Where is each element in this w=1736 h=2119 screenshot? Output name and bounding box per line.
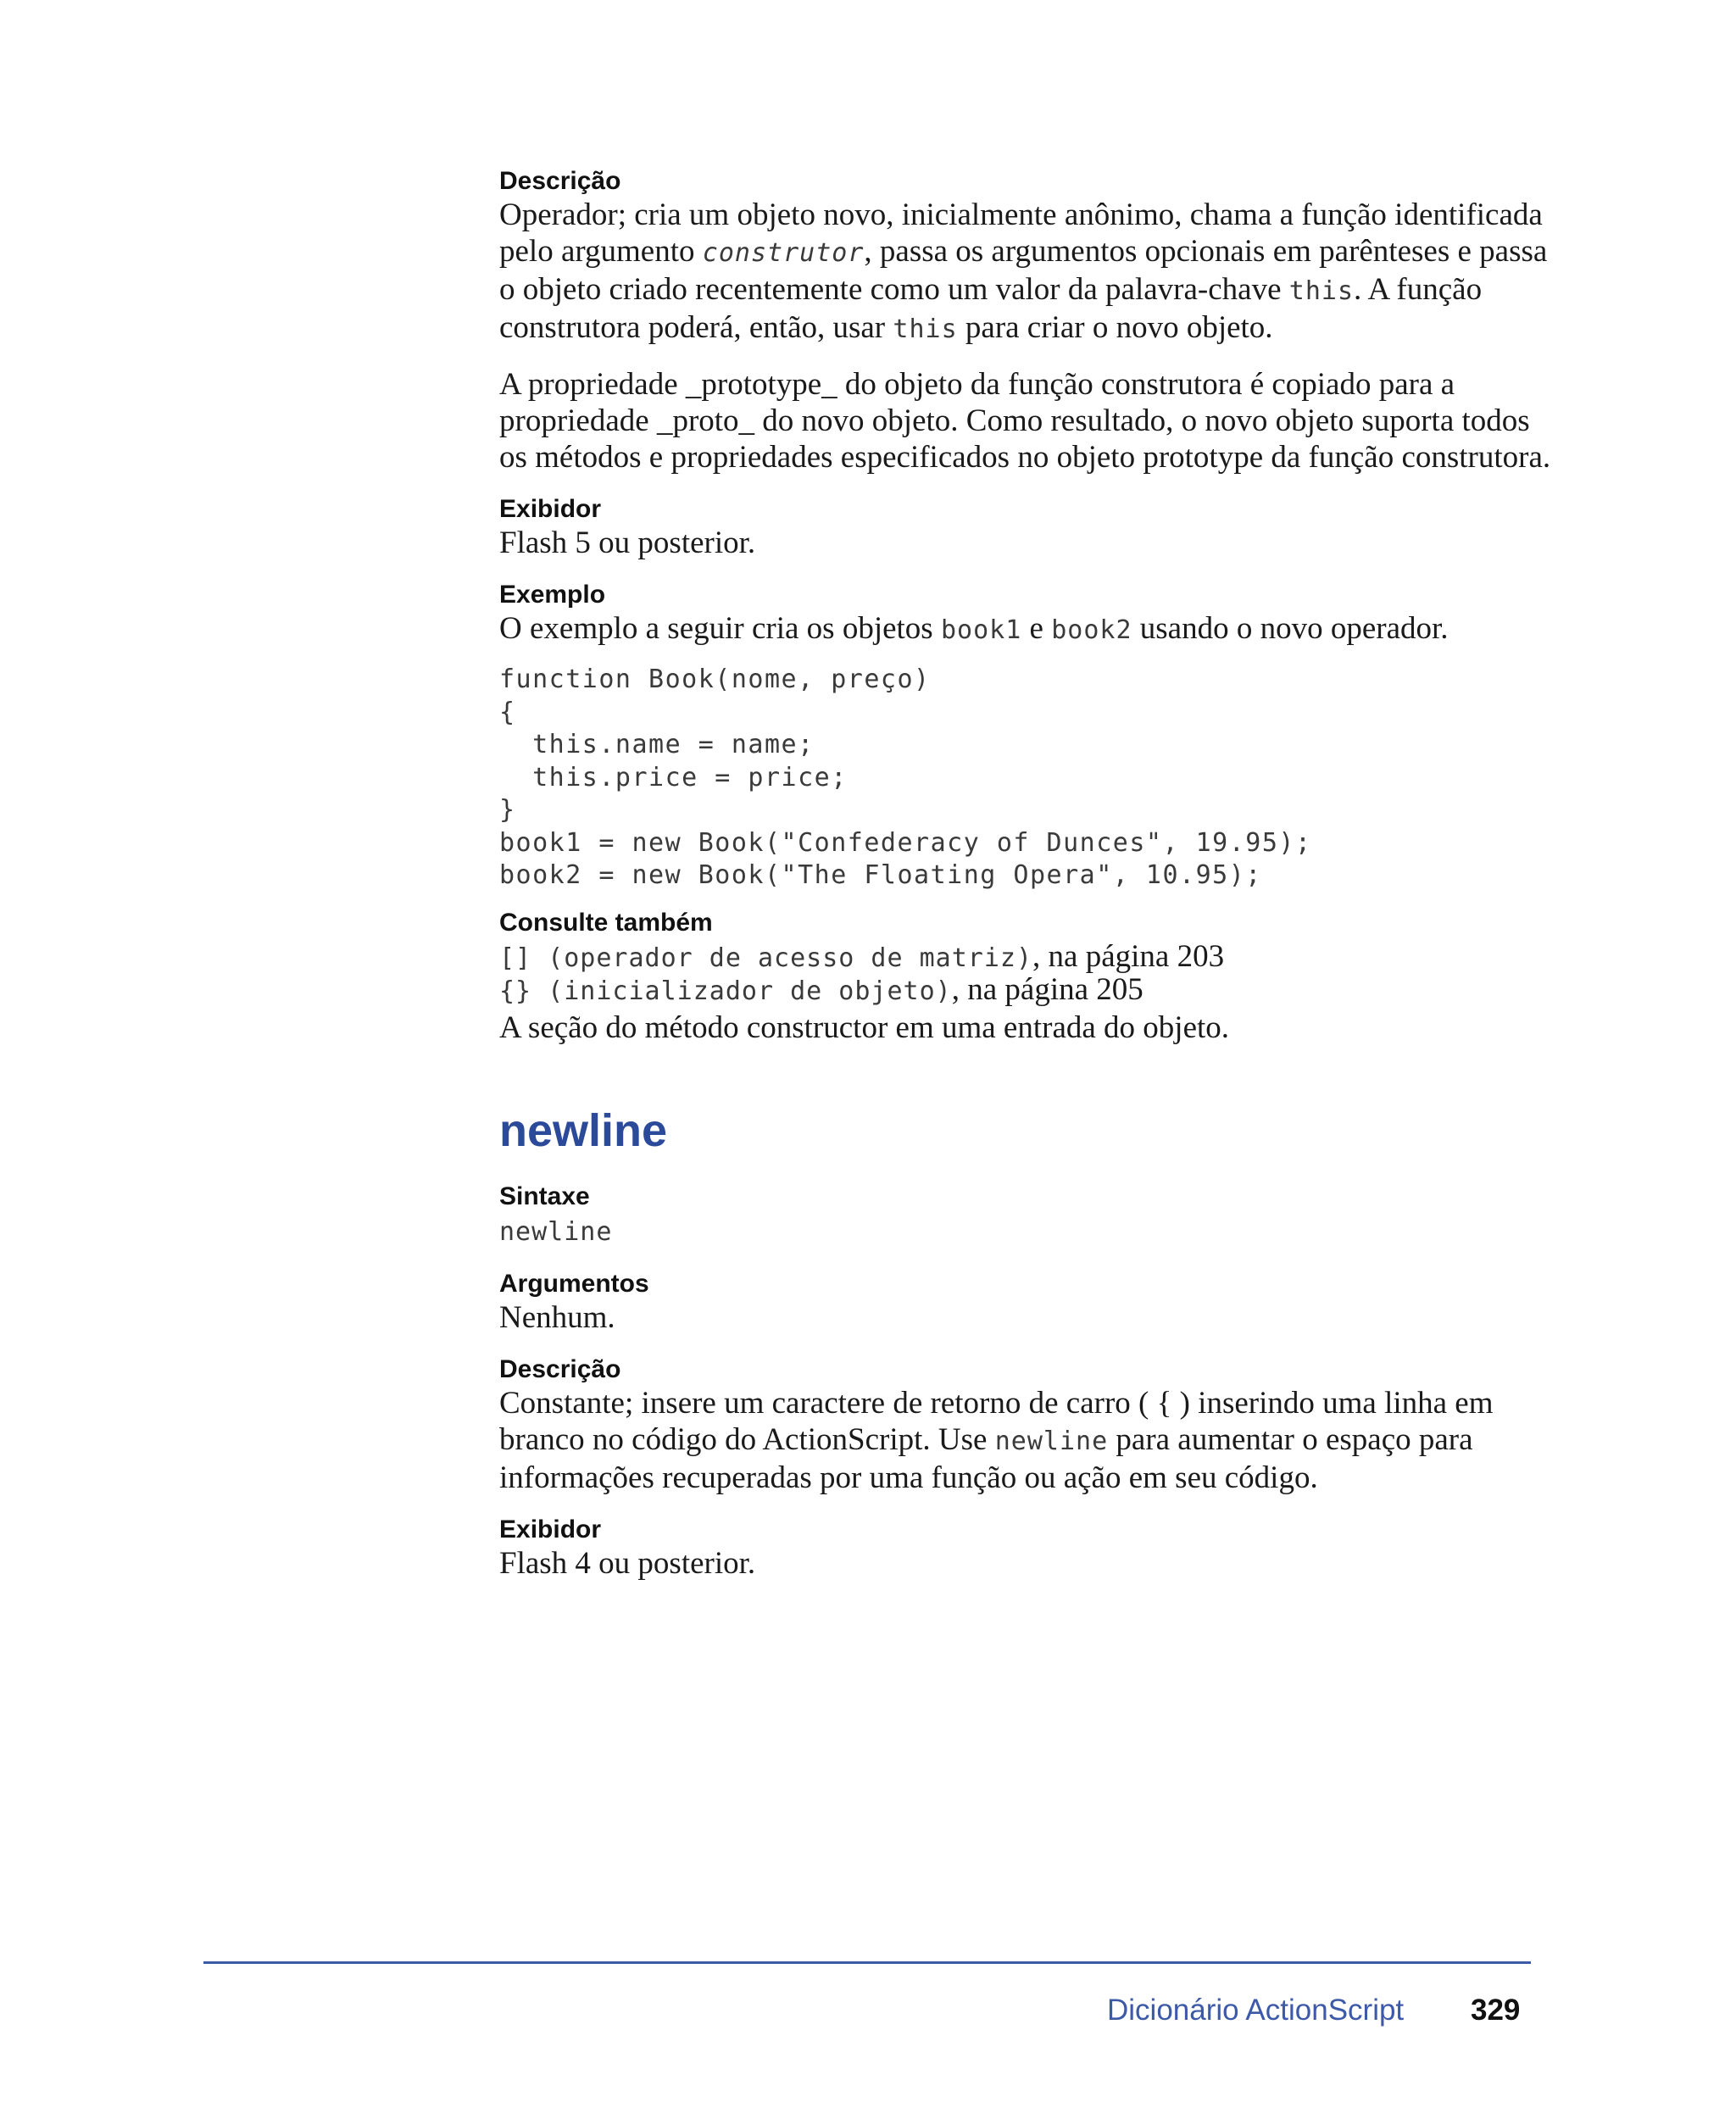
descricao-label: Descrição bbox=[499, 167, 621, 195]
text-run: Operador; cria um objeto novo, inicialmente anônimo, chama a função identificada pelo argumento bbox=[499, 197, 1543, 269]
see-also-page: , na página 203 bbox=[1032, 938, 1225, 974]
footer-rule bbox=[203, 1961, 1531, 1964]
exemplo-text bbox=[499, 610, 1559, 648]
exibidor-label: Exibidor bbox=[499, 1515, 602, 1543]
sintaxe-code-line bbox=[499, 1212, 1559, 1250]
inline-code-book2: book2 bbox=[1051, 615, 1132, 645]
descricao-label: Descrição bbox=[499, 1354, 621, 1383]
footer-title: Dicionário ActionScript bbox=[1107, 1994, 1405, 2027]
consulte-label: Consulte também bbox=[499, 908, 713, 937]
see-also-code[interactable]: [] (operador de acesso de matriz) bbox=[499, 943, 1033, 973]
descricao-paragraph-1 bbox=[499, 197, 1559, 348]
exibidor-label: Exibidor bbox=[499, 495, 602, 523]
text-run: Constante; insere um caractere de retorno de carro ( { ) inserindo uma linha em branco no código do ActionScript. Use bbox=[499, 1385, 1494, 1457]
see-also-item[interactable] bbox=[499, 971, 1559, 1009]
page-content bbox=[499, 166, 1559, 1582]
inline-code-newline: newline bbox=[994, 1426, 1109, 1456]
code-example: function Book(nome, preço) { this.name = name; this.price = price; } book1 = new Book("Confederacy of Dunces", 19.95); book2 = new Book("The Floating Opera", 10.95); bbox=[499, 665, 1312, 890]
text-run: para aumentar o espaço para informações recuperadas por uma função ou ação em seu código. bbox=[499, 1421, 1473, 1495]
see-also-text: A seção do método constructor em uma entrada do objeto. bbox=[499, 1009, 1230, 1045]
exibidor-text: Flash 4 ou posterior. bbox=[499, 1545, 756, 1581]
see-also-page: , na página 205 bbox=[951, 971, 1143, 1007]
text-run: e bbox=[1021, 611, 1052, 646]
see-also-code[interactable]: {} (inicializador de objeto) bbox=[499, 976, 952, 1006]
argumentos-text: Nenhum. bbox=[499, 1299, 615, 1335]
inline-code-book1: book1 bbox=[940, 615, 1022, 645]
sintaxe-label: Sintaxe bbox=[499, 1182, 590, 1210]
text-run: O exemplo a seguir cria os objetos bbox=[499, 611, 941, 646]
page-number: 329 bbox=[1471, 1994, 1521, 2027]
descricao-paragraph-2: A propriedade _prototype_ do objeto da função construtora é copiado para a propriedade _proto_ do novo objeto. Como resultado, o novo objeto suporta todos os métodos e propriedades especificados no objeto prototype da função construtora. bbox=[499, 367, 1551, 475]
sintaxe-code: newline bbox=[499, 1216, 613, 1247]
text-run: para criar o novo objeto. bbox=[957, 310, 1273, 345]
argumentos-label: Argumentos bbox=[499, 1269, 649, 1298]
inline-code-this: this bbox=[1288, 276, 1355, 306]
inline-code-construtor: construtor bbox=[702, 238, 865, 268]
inline-code-this: this bbox=[893, 314, 958, 344]
text-run: , passa os argumentos opcionais em parênteses e passa o objeto criado recentemente como um valor da palavra-chave bbox=[499, 234, 1548, 307]
exibidor-text: Flash 5 ou posterior. bbox=[499, 526, 756, 560]
descricao-paragraph bbox=[499, 1385, 1559, 1496]
exemplo-label: Exemplo bbox=[499, 581, 606, 609]
section-heading-newline: newline bbox=[499, 1104, 668, 1156]
text-run: . A função construtora poderá, então, usar bbox=[499, 272, 1483, 345]
text-run: usando o novo operador. bbox=[1132, 611, 1449, 646]
